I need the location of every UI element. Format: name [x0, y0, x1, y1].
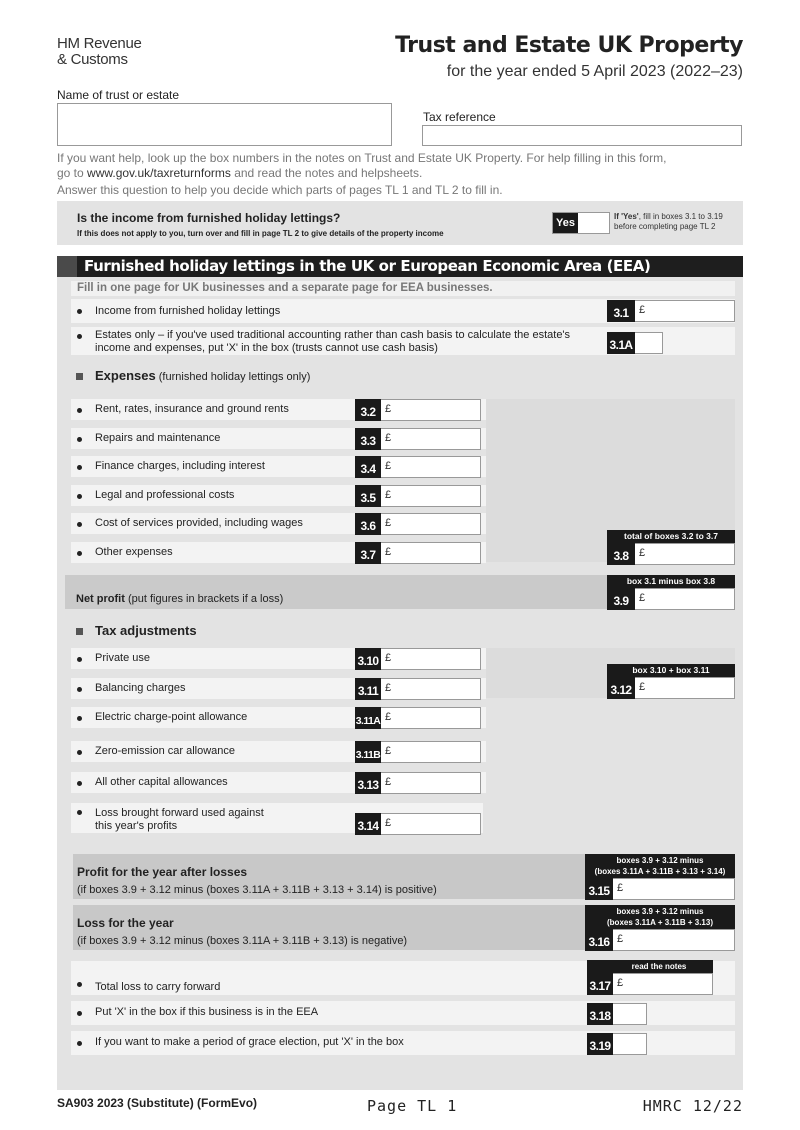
box-3-6[interactable] — [355, 513, 481, 535]
pound-sign: £ — [639, 592, 646, 604]
estates-only-line-1: Estates only – if you've used traditional accounting rather than cash basis to calculate the estate's — [95, 329, 571, 341]
box-3-7-input[interactable] — [381, 542, 481, 564]
expenses-heading — [95, 368, 310, 383]
bullet-icon — [77, 334, 82, 339]
pound-sign: £ — [385, 682, 392, 694]
row-label: Zero-emission car allowance — [95, 745, 235, 757]
pound-sign: £ — [385, 460, 392, 472]
box-3-16[interactable] — [585, 929, 735, 951]
expenses-heading-note: (furnished holiday lettings only) — [158, 371, 311, 383]
box-number: 3.16 — [585, 929, 613, 951]
yes-note — [614, 212, 723, 232]
fhl-question-subtitle: If this does not apply to you, turn over and fill in page TL 2 to give details of the property income — [77, 229, 444, 238]
pound-sign: £ — [617, 933, 624, 945]
fhl-question-title: Is the income from furnished holiday lettings? — [77, 211, 341, 225]
eea-label: Put 'X' in the box if this business is in the EEA — [95, 1006, 319, 1018]
box-number: 3.12 — [607, 677, 635, 699]
box-3-13[interactable] — [355, 772, 481, 794]
yes-label: Yes — [553, 213, 578, 233]
tax-reference-label: Tax reference — [423, 110, 496, 124]
box-number: 3.13 — [355, 772, 381, 794]
box-number: 3.5 — [355, 485, 381, 507]
box-3-15-group — [585, 854, 735, 900]
loss-description: (if boxes 3.9 + 3.12 minus (boxes 3.11A + 3.11B + 3.13) is negative) — [77, 935, 408, 947]
fhl-question-panel — [57, 201, 743, 245]
box-3-1-input[interactable] — [635, 300, 735, 322]
row-label: Cost of services provided, including wages — [95, 517, 303, 529]
row-label: Legal and professional costs — [95, 489, 235, 501]
box-3-17[interactable] — [587, 973, 713, 995]
expenses-heading-title: Expenses — [95, 368, 156, 383]
bullet-icon — [77, 494, 82, 499]
net-profit-label-rest: (put figures in brackets if a loss) — [124, 593, 284, 605]
estates-only-label — [95, 329, 570, 355]
box-3-18[interactable] — [587, 1003, 647, 1025]
box-3-2-input[interactable] — [381, 399, 481, 421]
bullet-icon — [77, 551, 82, 556]
help-line-1: If you want help, look up the box numbers in the notes on Trust and Estate UK Property. For help filling in this form, — [57, 151, 667, 165]
box-3-17-input[interactable] — [613, 973, 713, 995]
box-3-3-input[interactable] — [381, 428, 481, 450]
box-number: 3.19 — [587, 1033, 613, 1055]
pound-sign: £ — [385, 403, 392, 415]
period-of-grace-label: If you want to make a period of grace election, put 'X' in the box — [95, 1036, 404, 1048]
box-3-19-input[interactable] — [613, 1033, 647, 1055]
box-number: 3.2 — [355, 399, 381, 421]
bullet-icon — [77, 750, 82, 755]
help-text — [57, 151, 747, 181]
box-number: 3.1 — [607, 300, 635, 322]
help-line-2 — [57, 166, 747, 181]
pound-sign: £ — [639, 547, 646, 559]
box-3-10[interactable] — [355, 648, 481, 670]
bullet-icon — [77, 716, 82, 721]
box-3-19[interactable] — [587, 1033, 647, 1055]
box-3-9-group — [607, 575, 735, 610]
box-3-8[interactable] — [607, 543, 735, 565]
pound-sign: £ — [385, 652, 392, 664]
box-number: 3.14 — [355, 813, 381, 835]
box-3-8-caption: total of boxes 3.2 to 3.7 — [607, 530, 735, 543]
profit-title: Profit for the year after losses — [77, 865, 248, 879]
bullet-icon — [77, 437, 82, 442]
pound-sign: £ — [385, 517, 392, 529]
box-number: 3.8 — [607, 543, 635, 565]
pound-sign: £ — [385, 711, 392, 723]
pound-sign: £ — [617, 882, 624, 894]
help-line-2-post: and read the notes and helpsheets. — [230, 166, 423, 180]
box-3-1[interactable] — [607, 300, 735, 322]
square-bullet-icon — [76, 628, 83, 635]
box-number: 3.1A — [607, 332, 635, 354]
loss-title: Loss for the year — [77, 916, 174, 930]
box-3-8-input[interactable] — [635, 543, 735, 565]
row-label: Rent, rates, insurance and ground rents — [95, 403, 289, 415]
box-3-1A[interactable] — [607, 332, 663, 354]
box-3-12-group — [607, 664, 735, 699]
box-3-6-input[interactable] — [381, 513, 481, 535]
row-label: Electric charge-point allowance — [95, 711, 248, 723]
bullet-icon — [77, 810, 82, 815]
total-loss-label: Total loss to carry forward — [95, 981, 221, 993]
box-3-16-input[interactable] — [613, 929, 735, 951]
box-3-12-input[interactable] — [635, 677, 735, 699]
bullet-icon — [77, 687, 82, 692]
yes-note-bold: If 'Yes' — [614, 212, 639, 221]
pound-sign: £ — [385, 546, 392, 558]
box-number: 3.17 — [587, 973, 613, 995]
box-3-7[interactable] — [355, 542, 481, 564]
pound-sign: £ — [385, 489, 392, 501]
box-3-15-caption — [585, 854, 735, 878]
row-label-line-2: this year's profits — [95, 820, 178, 832]
pound-sign: £ — [639, 304, 646, 316]
row-label: All other capital allowances — [95, 776, 228, 788]
tax-adjustments-heading: Tax adjustments — [95, 623, 197, 638]
box-number: 3.3 — [355, 428, 381, 450]
net-profit-label — [76, 593, 283, 605]
taxreturnforms-link[interactable]: www.gov.uk/taxreturnforms — [87, 166, 231, 180]
box-3-16-group — [585, 905, 735, 951]
profit-description: (if boxes 3.9 + 3.12 minus (boxes 3.11A + 3.11B + 3.13 + 3.14) is positive) — [77, 884, 437, 896]
box-3-15-caption-line-2: (boxes 3.11A + 3.11B + 3.13 + 3.14) — [594, 867, 726, 876]
box-3-11B[interactable] — [355, 741, 481, 763]
row-label-line-1: Loss brought forward used against — [95, 807, 264, 819]
yes-checkbox[interactable] — [552, 212, 610, 234]
box-3-11[interactable] — [355, 678, 481, 700]
pound-sign: £ — [385, 817, 392, 829]
tax-reference-input[interactable] — [422, 125, 742, 146]
bullet-icon — [77, 781, 82, 786]
row-label: Balancing charges — [95, 682, 186, 694]
box-3-11A[interactable] — [355, 707, 481, 729]
income-label: Income from furnished holiday lettings — [95, 305, 281, 317]
yes-note-line-2: before completing page TL 2 — [614, 222, 716, 231]
box-3-16-caption-line-2: (boxes 3.11A + 3.11B + 3.13) — [607, 918, 713, 927]
box-3-12-caption: box 3.10 + box 3.11 — [607, 664, 735, 677]
bullet-icon — [77, 657, 82, 662]
fill-in-note: Fill in one page for UK businesses and a separate page for EEA businesses. — [71, 281, 735, 296]
box-3-16-caption-line-1: boxes 3.9 + 3.12 minus — [616, 907, 704, 916]
box-number: 3.7 — [355, 542, 381, 564]
box-3-10-input[interactable] — [381, 648, 481, 670]
box-3-18-input[interactable] — [613, 1003, 647, 1025]
box-number: 3.18 — [587, 1003, 613, 1025]
logo-line-1: HM Revenue — [57, 35, 142, 52]
logo-line-2: & Customs — [57, 51, 128, 68]
box-3-9-input[interactable] — [635, 588, 735, 610]
box-3-15-input[interactable] — [613, 878, 735, 900]
box-number: 3.10 — [355, 648, 381, 670]
box-number: 3.11A — [355, 707, 381, 729]
bullet-icon — [77, 309, 82, 314]
pound-sign: £ — [639, 681, 646, 693]
box-3-15-caption-line-1: boxes 3.9 + 3.12 minus — [616, 856, 704, 865]
box-3-9[interactable] — [607, 588, 735, 610]
box-3-4-input[interactable] — [381, 456, 481, 478]
box-number: 3.4 — [355, 456, 381, 478]
net-profit-label-bold: Net profit — [76, 593, 125, 605]
row-label: Private use — [95, 652, 151, 664]
answer-question-text: Answer this question to help you decide which parts of pages TL 1 and TL 2 to fill in. — [57, 183, 503, 197]
box-number: 3.15 — [585, 878, 613, 900]
box-3-11A-input[interactable] — [381, 707, 481, 729]
box-3-8-group — [607, 530, 735, 565]
box-3-1A-input[interactable] — [635, 332, 663, 354]
yes-checkbox-field[interactable] — [578, 213, 609, 233]
row-label: Repairs and maintenance — [95, 432, 221, 444]
bullet-icon — [77, 1011, 82, 1016]
bullet-icon — [77, 1041, 82, 1046]
box-3-4[interactable] — [355, 456, 481, 478]
square-bullet-icon — [76, 373, 83, 380]
box-3-3[interactable] — [355, 428, 481, 450]
bullet-icon — [77, 982, 82, 987]
box-3-13-input[interactable] — [381, 772, 481, 794]
section-heading — [57, 256, 743, 277]
name-of-trust-label: Name of trust or estate — [57, 88, 180, 102]
box-3-11-input[interactable] — [381, 678, 481, 700]
box-number: 3.11B — [355, 741, 381, 763]
help-line-2-pre: go to — [57, 166, 88, 180]
form-title: Trust and Estate UK Property — [395, 33, 743, 58]
estates-only-line-2: income and expenses, put 'X' in the box (trusts cannot use cash basis) — [95, 342, 438, 354]
box-number: 3.9 — [607, 588, 635, 610]
yes-note-line-1: , fill in boxes 3.1 to 3.19 — [638, 212, 723, 221]
hmrc-logo — [57, 36, 142, 68]
box-3-16-caption — [585, 905, 735, 929]
box-3-9-caption: box 3.1 minus box 3.8 — [607, 575, 735, 588]
box-3-12[interactable] — [607, 677, 735, 699]
box-3-14-input[interactable] — [381, 813, 481, 835]
box-3-5[interactable] — [355, 485, 481, 507]
section-heading-text: Furnished holiday lettings in the UK or European Economic Area (EEA) — [84, 257, 651, 275]
pound-sign: £ — [385, 776, 392, 788]
form-version: HMRC 12/22 — [642, 1097, 743, 1115]
bullet-icon — [77, 465, 82, 470]
bullet-icon — [77, 522, 82, 527]
page-number: Page TL 1 — [367, 1097, 458, 1115]
box-3-2[interactable] — [355, 399, 481, 421]
pound-sign: £ — [385, 432, 392, 444]
form-subtitle: for the year ended 5 April 2023 (2022–23) — [446, 63, 743, 80]
box-3-11B-input[interactable] — [381, 741, 481, 763]
box-3-17-caption: read the notes — [587, 960, 713, 973]
box-number: 3.11 — [355, 678, 381, 700]
box-3-5-input[interactable] — [381, 485, 481, 507]
box-3-14[interactable] — [355, 813, 481, 835]
bullet-icon — [77, 408, 82, 413]
form-id: SA903 2023 (Substitute) (FormEvo) — [57, 1096, 258, 1110]
section-heading-accent — [57, 256, 77, 277]
row-label: Other expenses — [95, 546, 173, 558]
row-label — [95, 807, 264, 833]
box-number: 3.6 — [355, 513, 381, 535]
box-3-15[interactable] — [585, 878, 735, 900]
fhl-main-panel — [57, 256, 743, 1090]
box-3-17-group — [587, 960, 713, 995]
pound-sign: £ — [385, 745, 392, 757]
pound-sign: £ — [617, 977, 624, 989]
row-label: Finance charges, including interest — [95, 460, 265, 472]
name-of-trust-input[interactable] — [57, 103, 392, 146]
